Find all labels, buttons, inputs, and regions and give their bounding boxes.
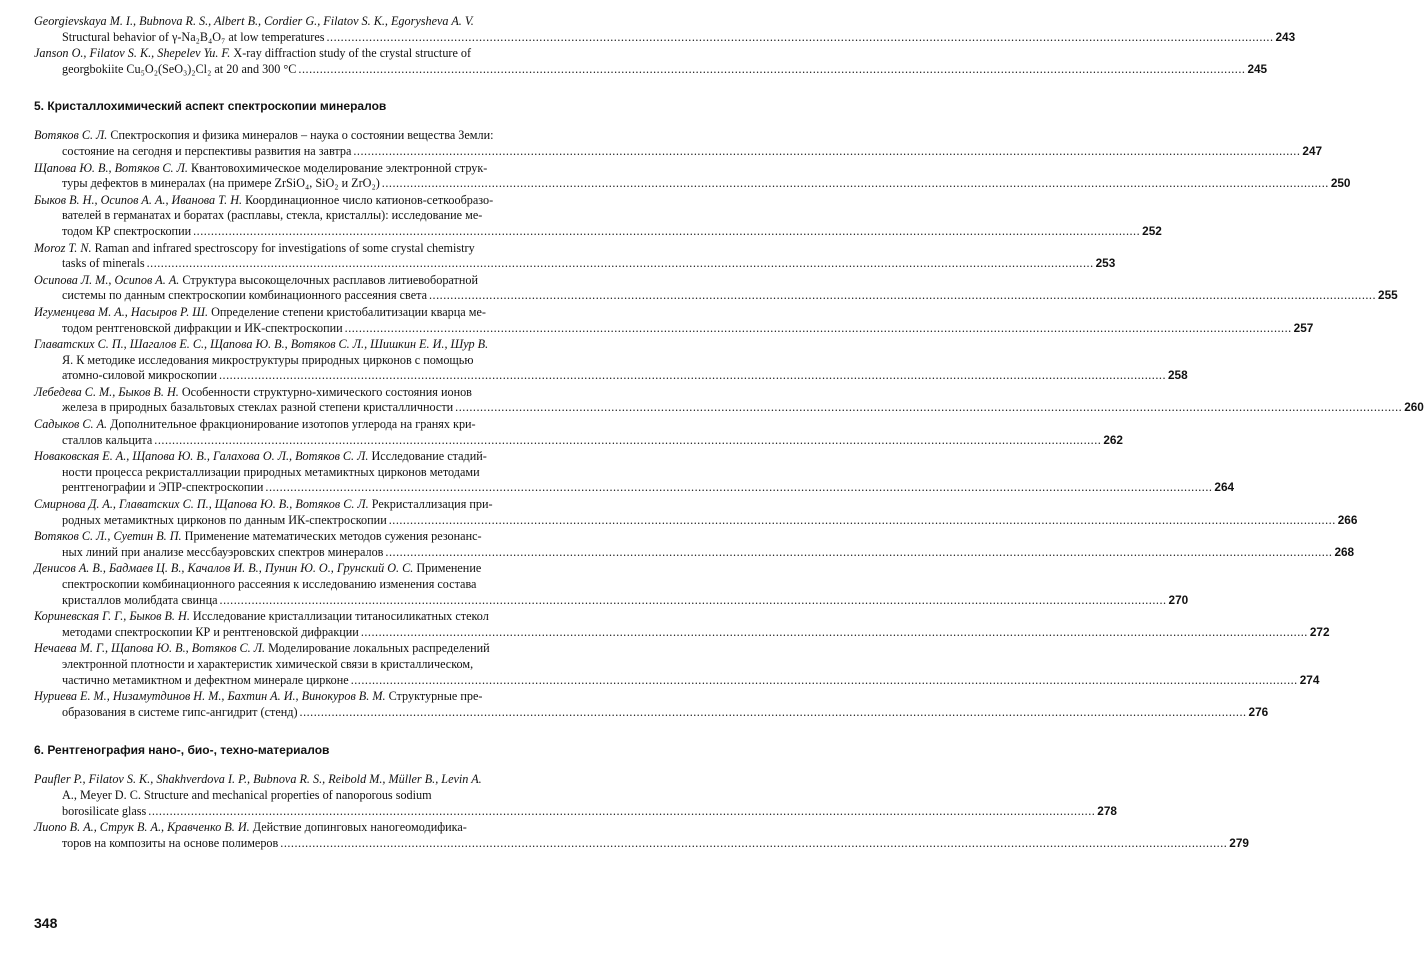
toc-page <box>34 14 1424 851</box>
entry-authors: Садыков С. А. <box>34 417 108 432</box>
dot-leader <box>455 400 1402 416</box>
entry-page: 253 <box>1095 256 1116 271</box>
entry-title-cont: сталлов кальцита <box>62 432 153 447</box>
entry-authors: Moroz T. N. <box>34 240 92 255</box>
entry-title-cont: туры дефектов в минералах (на примере ZrSiO₄, SiO₂ и ZrO₂) <box>62 176 380 191</box>
toc-entry <box>34 609 1330 640</box>
entry-title-cont: электронной плотности и характеристик химической связи в кристаллическом, <box>62 656 474 671</box>
entry-title: Рекристаллизация при- <box>371 497 493 512</box>
toc-entry <box>34 272 1398 304</box>
entry-authors: Главатских С. П., Шагалов Е. С., Щапова Ю. В., Вотяков С. Л., Шишкин Е. И., Шур В. <box>34 337 489 352</box>
entry-title: Raman and infrared spectroscopy for investigations of some crystal chemistry <box>94 240 475 255</box>
entry-title-cont: tasks of minerals <box>62 256 145 271</box>
entry-authors: Осипова Л. М., Осипов А. А. <box>34 272 180 287</box>
dot-leader <box>220 593 1167 609</box>
toc-entry <box>34 641 1320 688</box>
entry-authors: Смирнова Д. А., Главатских С. П., Щапова Ю. В., Вотяков С. Л. <box>34 497 369 512</box>
section-heading: 6. Рентгенография нано-, био-, техно-материалов <box>34 743 330 758</box>
entry-title-cont: железа в природных базальтовых стеклах разной степени кристалличности <box>62 400 454 415</box>
toc-entry <box>34 689 1269 720</box>
toc-entry <box>34 384 1424 416</box>
entry-page: 262 <box>1103 432 1123 447</box>
entry-title-cont: A., Meyer D. C. Structure and mechanical properties of nanoporous sodium <box>62 787 432 802</box>
entry-page: 278 <box>1097 803 1117 818</box>
entry-title: Особенности структурно-химического состояния ионов <box>181 384 472 399</box>
entry-title-cont: состояние на сегодня и перспективы развития на завтра <box>62 143 352 158</box>
toc-entry <box>34 529 1355 560</box>
entry-page: 276 <box>1248 704 1269 719</box>
entry-title: Применение <box>416 561 482 576</box>
entry-page: 252 <box>1142 223 1162 238</box>
dot-leader <box>280 836 1227 852</box>
toc-entry <box>34 46 1268 77</box>
dot-leader <box>361 625 1308 641</box>
entry-title-cont: спектроскопии комбинационного рассеяния к исследованию изменения состава <box>62 577 477 591</box>
entry-title-cont: ности процесса рекристаллизации природных метамиктных цирконов методами <box>62 464 480 479</box>
entry-page: 257 <box>1293 320 1314 335</box>
dot-leader <box>300 705 1247 721</box>
dot-leader <box>298 62 1245 78</box>
entry-authors: Новаковская Е. А., Щапова Ю. В., Галахова О. Л., Вотяков С. Л. <box>34 449 369 464</box>
section-entries <box>34 128 1424 720</box>
entry-page: 258 <box>1167 368 1188 383</box>
entry-page: 272 <box>1309 624 1330 639</box>
entry-title-cont: торов на композиты на основе полимеров <box>62 835 279 850</box>
toc-entry <box>34 128 1323 159</box>
toc-entry <box>34 337 1188 384</box>
section-heading: 5. Кристаллохимический аспект спектроскопии минералов <box>34 99 387 114</box>
entry-page: 264 <box>1214 480 1235 495</box>
entry-title: Действие допинговых наногеомодифика- <box>252 820 467 835</box>
dot-leader <box>265 480 1212 496</box>
entry-title: Дополнительное фракционирование изотопов углерода на гранях кри- <box>110 417 476 432</box>
entry-authors: Janson O., Filatov S. K., Shepelev Yu. F. <box>34 46 231 61</box>
entry-authors: Paufler P., Filatov S. K., Shakhverdova I. P., Bubnova R. S., Reibold M., Müller B., Levin A. <box>34 772 482 787</box>
entry-authors: Игуменцева М. А., Насыров Р. Ш. <box>34 304 209 319</box>
entry-title: Координационное число катионов-сеткообразо- <box>245 192 494 207</box>
entry-page: 250 <box>1330 176 1351 191</box>
toc-entry <box>34 417 1123 448</box>
entry-title-cont: атомно-силовой микроскопии <box>62 368 217 383</box>
toc-entry <box>34 820 1249 851</box>
entry-authors: Вотяков С. Л. <box>34 128 108 143</box>
dot-leader <box>353 144 1300 160</box>
dot-leader <box>382 176 1329 192</box>
entry-authors: Кориневская Г. Г., Быков В. Н. <box>34 609 190 624</box>
dot-leader <box>385 545 1332 561</box>
entry-authors: Нечаева М. Г., Щапова Ю. В., Вотяков С. Л. <box>34 641 266 656</box>
entry-page: 268 <box>1334 544 1355 559</box>
entry-page: 243 <box>1275 29 1296 44</box>
toc-entry <box>34 240 1116 272</box>
entry-page: 266 <box>1337 512 1358 527</box>
entry-authors: Быков В. Н., Осипов А. А., Иванова Т. Н. <box>34 192 243 207</box>
entry-title: Применение математических методов сужения резонанс- <box>184 529 482 544</box>
dot-leader <box>147 256 1094 272</box>
entry-page: 274 <box>1299 672 1320 687</box>
entry-page: 270 <box>1168 592 1189 607</box>
entry-authors: Денисов А. В., Бадмаев Ц. В., Качалов И. В., Пунин Ю. О., Грунский О. С. <box>34 561 414 576</box>
entry-title-cont: кристаллов молибдата свинца <box>62 592 218 607</box>
dot-leader <box>389 513 1336 529</box>
entry-title: Определение степени кристобалитизации кварца ме- <box>211 304 486 319</box>
dot-leader <box>148 804 1095 820</box>
entry-title-cont: методами спектроскопии КР и рентгеновской дифракции <box>62 624 359 639</box>
entry-title: Спектроскопия и физика минералов – наука о состоянии вещества Земли: <box>110 128 494 143</box>
entry-page: 279 <box>1229 835 1249 850</box>
toc-entry <box>34 449 1235 496</box>
section-entries <box>34 772 1249 851</box>
entry-title: Структура высокощелочных расплавов литиевоборатной <box>182 272 478 287</box>
entry-title: Исследование кристаллизации титаносиликатных стекол <box>192 609 489 624</box>
entry-title: Исследование стадий- <box>371 449 487 464</box>
entry-title-cont: ных линий при анализе мессбауэровских спектров минералов <box>62 544 384 559</box>
toc-entry <box>34 160 1351 192</box>
entry-authors: Лебедева С. М., Быков В. Н. <box>34 384 179 399</box>
entry-title-cont: рентгенографии и ЭПР-спектроскопии <box>62 480 264 495</box>
toc-entry <box>34 304 1314 336</box>
entry-title: Structural behavior of γ-Na₂B₄O₇ at low temperatures <box>62 29 325 44</box>
entry-authors: Нуриева Е. М., Низамутдинов Н. М., Бахтин А. И., Винокуров В. М. <box>34 689 386 704</box>
dot-leader <box>154 433 1101 449</box>
page-number: 348 <box>34 915 58 931</box>
entry-title: Структурные пре- <box>388 689 483 704</box>
toc-entry <box>34 14 1296 45</box>
entry-title-cont: системы по данным спектроскопии комбинационного рассеяния света <box>62 288 427 303</box>
dot-leader <box>429 288 1376 304</box>
toc-entry <box>34 192 1162 240</box>
entry-title-cont: borosilicate glass <box>62 803 147 818</box>
entry-title-cont: родных метамиктных цирконов по данным ИК-спектроскопии <box>62 512 387 527</box>
dot-leader <box>345 321 1292 337</box>
entry-authors: Georgievskaya M. I., Bubnova R. S., Albert B., Cordier G., Filatov S. K., Egorysheva A. V. <box>34 14 474 28</box>
dot-leader <box>219 368 1166 384</box>
entry-page: 255 <box>1378 288 1398 303</box>
entry-authors: Лиопо В. А., Струк В. А., Кравченко В. И. <box>34 820 250 835</box>
entry-page: 260 <box>1404 400 1424 415</box>
entry-title-cont: georgbokiite Cu₅O₂(SeO₃)₂Cl₂ at 20 and 300 °C <box>62 61 297 76</box>
toc-entry <box>34 561 1189 608</box>
toc-entry <box>34 497 1358 528</box>
entry-page: 247 <box>1302 143 1323 158</box>
entry-authors: Вотяков С. Л., Суетин В. П. <box>34 529 182 544</box>
dot-leader <box>193 224 1140 240</box>
entry-title-cont: частично метамиктном и дефектном минерале цирконе <box>62 672 349 687</box>
entry-authors: Щапова Ю. В., Вотяков С. Л. <box>34 160 188 175</box>
entry-title-cont: образования в системе гипс-ангидрит (стенд) <box>62 704 298 719</box>
entry-title-cont: вателей в германатах и боратах (расплавы, стекла, кристаллы): исследование ме- <box>62 208 483 223</box>
toc-entry <box>34 772 1117 819</box>
entry-title-cont: тодом КР спектроскопии <box>62 223 192 238</box>
entry-title-cont: Я. К методике исследования микроструктуры природных цирконов с помощью <box>62 352 474 367</box>
entry-title-cont: тодом рентгеновской дифракции и ИК-спектроскопии <box>62 320 343 335</box>
entry-title: X-ray diffraction study of the crystal structure of <box>233 46 472 61</box>
entry-title: Моделирование локальных распределений <box>268 641 490 656</box>
entry-title: Квантовохимическое моделирование электронной струк- <box>191 160 488 175</box>
dot-leader <box>326 30 1273 46</box>
entry-page: 245 <box>1247 61 1268 76</box>
dot-leader <box>351 673 1298 689</box>
